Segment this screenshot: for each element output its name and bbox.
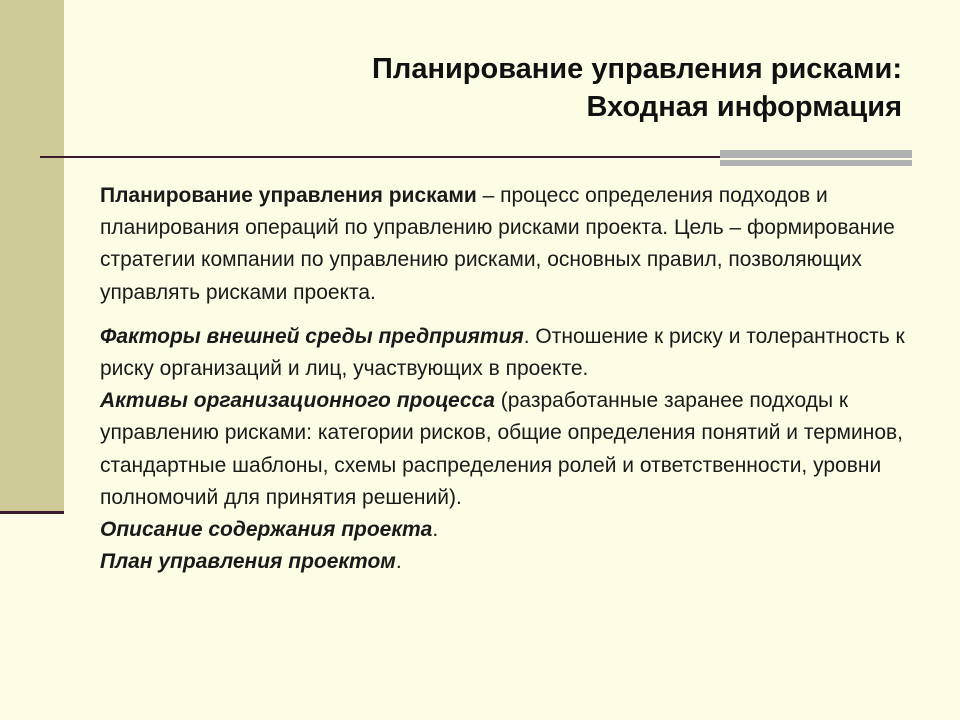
- content-body: [100, 180, 925, 578]
- input-item-plan: [100, 546, 925, 578]
- title-line-2: Входная информация: [586, 91, 902, 123]
- input-text: .: [432, 518, 439, 542]
- side-decor-bar: [0, 0, 64, 512]
- title-accent-bar: [720, 150, 912, 158]
- input-term: Описание содержания проекта: [100, 518, 433, 542]
- input-item-scope: [100, 514, 925, 546]
- input-term: План управления проектом: [100, 550, 396, 574]
- intro-paragraph: [100, 180, 925, 309]
- side-decor-underline: [0, 511, 64, 514]
- title-line-1: Планирование управления рисками:: [372, 53, 902, 85]
- intro-term: Планирование управления рисками: [100, 184, 477, 207]
- page-title: [102, 50, 902, 126]
- intro-text: – процесс определения подходов и планирования операций по управлению рисками проекта. Цель – формирование стратегии компании по управлению рисками, основных правил, позволяющих управлять рисками проекта.: [100, 184, 895, 304]
- title-accent-bar-2: [720, 160, 912, 166]
- input-term: Факторы внешней среды предприятия: [100, 324, 524, 348]
- input-item-environment: [100, 321, 925, 385]
- input-term: Активы организационного процесса: [100, 389, 495, 413]
- input-text: . Отношение к риску и толерантность к риску организаций и лиц, участвующих в проекте.: [100, 324, 905, 381]
- input-text: (разработанные заранее подходы к управлению рисками: категории рисков, общие определения понятий и терминов, стандартные шаблоны, схемы распределения ролей и ответственности, уровни полномочий для принятия решений).: [100, 389, 903, 509]
- input-text: .: [395, 550, 402, 574]
- input-item-assets: [100, 385, 925, 514]
